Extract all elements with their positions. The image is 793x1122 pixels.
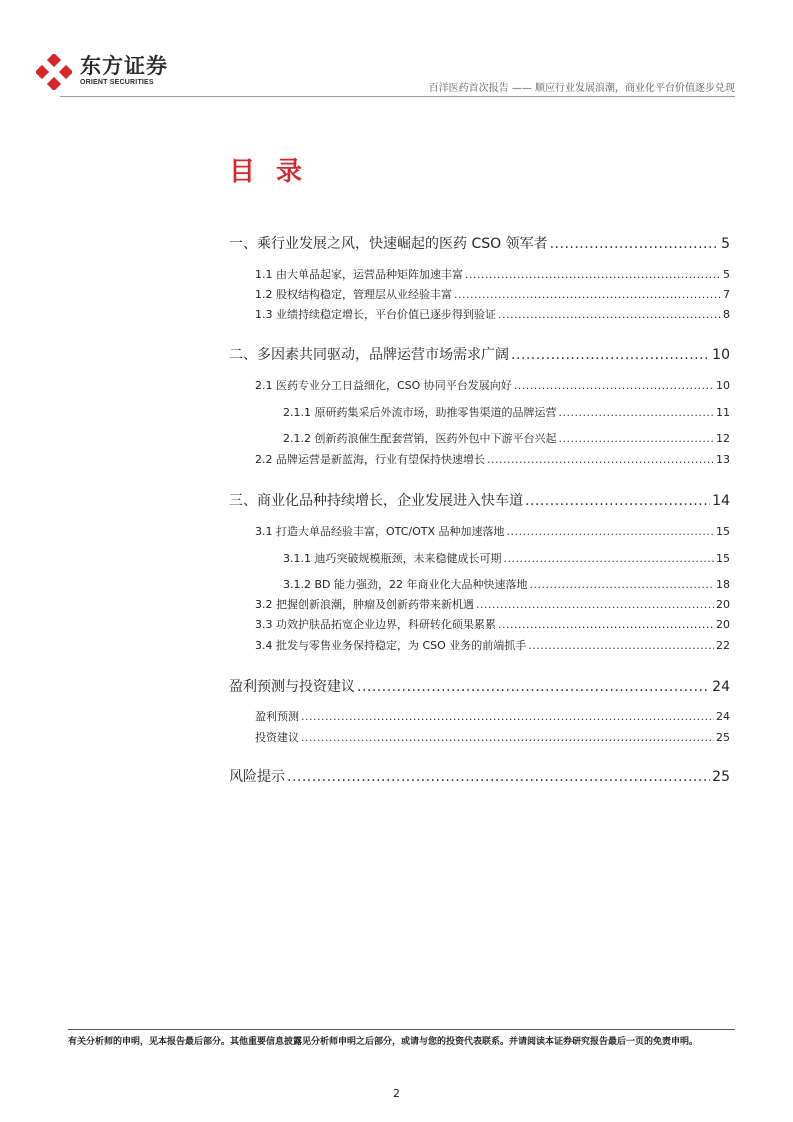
toc-entry-page: 10 [712,347,730,363]
toc-entry-title: 盈利预测与投资建议 [229,679,355,695]
toc-entry-page: 11 [716,406,730,419]
toc-leader-dots [528,638,714,654]
toc-entry[interactable] [229,491,730,511]
toc-entry-title: 1.2 股权结构稳定，管理层从业经验丰富 [255,288,452,301]
toc-entry-page: 20 [716,598,730,611]
toc-leader-dots [525,491,710,511]
toc-leader-dots [530,577,715,593]
toc-leader-dots [507,524,714,540]
toc-entry-title: 2.1.1 原研药集采后外流市场，助推零售渠道的品牌运营 [283,406,557,419]
toc-entry-title: 三、商业化品种持续增长，企业发展进入快车道 [229,493,523,509]
toc-heading: 目 录 [229,157,309,187]
toc-entry-page: 22 [716,639,730,652]
orient-logo-icon [36,54,72,90]
toc-leader-dots [476,597,714,613]
toc-leader-dots [301,730,714,746]
toc-entry-title: 3.1 打造大单品经验丰富，OTC/OTX 品种加速落地 [255,525,505,538]
toc-leader-dots [487,452,714,468]
report-title: 百洋医药首次报告 —— 顺应行业发展浪潮，商业化平台价值逐步兑现 [428,83,735,94]
toc-entry-page: 15 [716,552,730,565]
header-divider [60,96,735,97]
toc-entry-page: 12 [716,432,730,445]
company-logo [36,52,186,92]
toc-entry-page: 18 [716,578,730,591]
toc-entry-title: 1.1 由大单品起家，运营品种矩阵加速丰富 [255,268,463,281]
toc-entry-title: 风险提示 [229,769,285,785]
toc-entry[interactable] [255,617,730,633]
toc-entry-page: 25 [712,769,730,785]
toc-entry-page: 24 [716,710,730,723]
toc-entry[interactable] [255,524,730,540]
toc-entry[interactable] [229,345,730,365]
toc-leader-dots [498,307,721,323]
toc-leader-dots [357,677,710,697]
toc-entry[interactable] [255,378,730,394]
toc-entry-page: 7 [723,288,730,301]
toc-leader-dots [558,431,714,447]
toc-leader-dots [454,287,721,303]
toc-entry[interactable] [283,405,730,421]
toc-leader-dots [465,267,721,283]
toc-entry[interactable] [283,577,730,593]
toc-entry-title: 3.3 功效护肤品拓宽企业边界，科研转化硕果累累 [255,618,496,631]
toc-leader-dots [514,378,714,394]
toc-entry-title: 盈利预测 [255,710,299,723]
toc-entry-title: 2.2 品牌运营是新蓝海，行业有望保持快速增长 [255,453,485,466]
toc-entry-page: 25 [716,731,730,744]
toc-entry-title: 3.1.2 BD 能力强劲，22 年商业化大品种快速落地 [283,578,528,591]
toc-entry[interactable] [255,267,730,283]
brand-name-cn: 东方证券 [80,54,168,78]
toc-leader-dots [558,405,714,421]
toc-entry-title: 投资建议 [255,731,299,744]
toc-entry-title: 2.1 医药专业分工日益细化，CSO 协同平台发展向好 [255,379,512,392]
toc-leader-dots [511,345,710,365]
toc-entry[interactable] [255,287,730,303]
toc-leader-dots [550,234,719,254]
toc-entry-page: 13 [716,453,730,466]
toc-leader-dots [301,709,714,725]
toc-entry[interactable] [283,431,730,447]
toc-entry-page: 5 [723,268,730,281]
toc-entry-title: 1.3 业绩持续稳定增长，平台价值已逐步得到验证 [255,308,496,321]
toc-entry-page: 5 [721,236,730,252]
toc-leader-dots [498,617,714,633]
toc-entry-title: 二、多因素共同驱动，品牌运营市场需求广阔 [229,347,509,363]
toc-entry[interactable] [255,730,730,746]
toc-entry-title: 3.1.1 迪巧突破规模瓶颈，未来稳健成长可期 [283,552,502,565]
toc-entry[interactable] [229,767,730,787]
toc-entry-title: 3.2 把握创新浪潮，肿瘤及创新药带来新机遇 [255,598,474,611]
toc-leader-dots [503,551,714,567]
toc-entry[interactable] [255,597,730,613]
toc-entry-title: 2.1.2 创新药浪催生配套营销，医药外包中下游平台兴起 [283,432,557,445]
footer-divider [68,1029,735,1030]
toc-entry-page: 24 [712,679,730,695]
toc-entry-page: 8 [723,308,730,321]
toc-entry-page: 10 [716,379,730,392]
disclaimer-text: 有关分析师的申明，见本报告最后部分。其他重要信息披露见分析师申明之后部分，或请与您的投资代表联系。并请阅读本证券研究报告最后一页的免责申明。 [68,1037,699,1047]
toc-entry[interactable] [255,638,730,654]
brand-name-en: ORIENT SECURITIES [80,79,154,86]
toc-entry[interactable] [255,709,730,725]
toc-entry[interactable] [283,551,730,567]
toc-entry[interactable] [255,307,730,323]
toc-entry-page: 15 [716,525,730,538]
toc-entry-page: 20 [716,618,730,631]
toc-entry-title: 3.4 批发与零售业务保持稳定，为 CSO 业务的前端抓手 [255,639,527,652]
toc-entry[interactable] [229,234,730,254]
toc-entry[interactable] [229,677,730,697]
toc-entry-title: 一、乘行业发展之风，快速崛起的医药 CSO 领军者 [229,236,548,252]
page-number: 2 [393,1087,400,1100]
toc-entry[interactable] [255,452,730,468]
toc-entry-page: 14 [712,493,730,509]
toc-leader-dots [287,767,710,787]
